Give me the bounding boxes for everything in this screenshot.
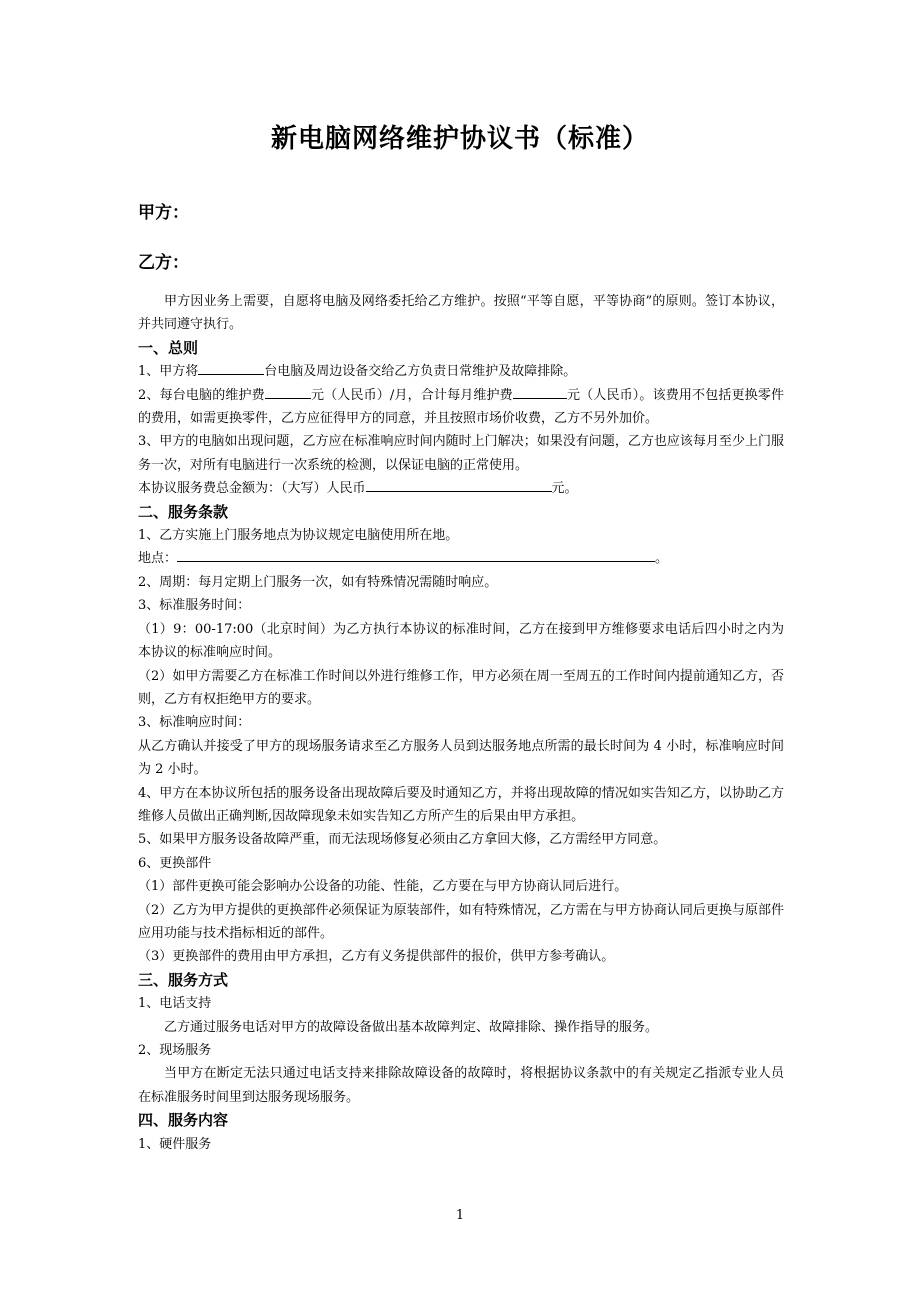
s2-item-1: 1、乙方实施上门服务地点为协议规定电脑使用所在地。	[138, 528, 459, 544]
party-a-label: 甲方：	[138, 203, 189, 223]
s1-total-a: 本协议服务费总金额为：（大写）人民币	[138, 481, 366, 497]
s2-item-6-3: （3）更换部件的费用由甲方承担，乙方有义务提供部件的报价，供甲方参考确认。	[138, 949, 615, 965]
s1-item-2-c: 元（人民币）。该费用不包括更换零件的费用，如需更换零件，乙方应征得甲方的同意，并且按照市场价收费，乙方不另外加价。	[138, 387, 784, 427]
s1-item-2-a: 2、每台电脑的维护费	[138, 387, 265, 403]
s1-item-1-a: 1、甲方将	[138, 364, 199, 380]
total-amount-blank	[366, 477, 552, 492]
s3-item-1: 1、电话支持	[138, 996, 212, 1012]
s1-total	[138, 477, 784, 500]
intro-paragraph: 甲方因业务上需要，自愿将电脑及网络委托给乙方维护。按照“平等自愿，平等协商”的原则。签订本协议，并共同遵守执行。	[138, 294, 784, 333]
s1-item-2	[138, 384, 784, 431]
s3-item-1-text: 乙方通过服务电话对甲方的故障设备做出基本故障判定、故障排除、操作指导的服务。	[164, 1019, 659, 1035]
s3-item-2-text: 当甲方在断定无法只通过电话支持来排除故障设备的故障时，将根据协议条款中的有关规定乙指派专业人员在标准服务时间里到达服务现场服务。	[138, 1066, 784, 1105]
s2-place-a: 地点：	[138, 551, 178, 567]
section-2-heading: 二、服务条款	[138, 502, 229, 521]
s2-item-3b: 3、标准响应时间：	[138, 715, 251, 731]
computer-count-blank	[198, 360, 264, 375]
s2-item-6-2: （2）乙方为甲方提供的更换部件必须保证为原装部件，如有特殊情况，乙方需在与甲方协商认同后更换与原部件应用功能与技术指标相近的部件。	[138, 902, 784, 941]
s2-item-3: 3、标准服务时间：	[138, 598, 251, 614]
s1-item-3: 3、甲方的电脑如出现问题，乙方应在标准响应时间内随时上门解决；如果没有问题，乙方也应该每月至少上门服务一次，对所有电脑进行一次系统的检测，以保证电脑的正常使用。	[138, 434, 784, 473]
s2-item-6: 6、更换部件	[138, 855, 212, 871]
s2-place-b: 。	[655, 551, 669, 567]
s2-item-5: 5、如果甲方服务设备故障严重，而无法现场修复必须由乙方拿回大修，乙方需经甲方同意。	[138, 832, 667, 848]
document-body	[138, 290, 784, 1156]
s2-item-3-1: （1）9：00-17:00（北京时间）为乙方执行本协议的标准时间，乙方在接到甲方维修要求电话后四小时之内为本协议的标准响应时间。	[138, 621, 784, 661]
s2-place	[138, 547, 784, 570]
s2-item-2: 2、周期：每月定期上门服务一次，如有特殊情况需随时响应。	[138, 574, 498, 590]
s1-item-1-b: 台电脑及周边设备交给乙方负责日常维护及故障排除。	[264, 364, 577, 380]
s1-item-1	[138, 360, 784, 383]
section-4-heading: 四、服务内容	[138, 1111, 229, 1130]
party-b-label: 乙方：	[138, 253, 189, 273]
fee-per-computer-blank	[265, 384, 311, 399]
page-number: 1	[455, 1208, 465, 1223]
monthly-fee-blank	[513, 384, 567, 399]
s1-item-2-b: 元（人民币）/月，合计每月维护费	[310, 387, 513, 403]
s4-item-1: 1、硬件服务	[138, 1136, 212, 1152]
document-title: 新电脑网络维护协议书（标准）	[270, 124, 649, 154]
section-3-heading: 三、服务方式	[138, 970, 229, 989]
s3-item-2: 2、现场服务	[138, 1043, 212, 1058]
service-place-blank	[177, 547, 655, 562]
s2-item-6-1: （1）部件更换可能会影响办公设备的功能、性能，乙方要在与甲方协商认同后进行。	[138, 879, 628, 895]
s2-item-4: 4、甲方在本协议所包括的服务设备出现故障后要及时通知乙方，并将出现故障的情况如实告知乙方，以协助乙方维修人员做出正确判断,因故障现象未如实告知乙方所产生的后果由甲方承担。	[138, 785, 784, 824]
s1-total-b: 元。	[551, 481, 578, 497]
s2-item-3b-text: 从乙方确认并接受了甲方的现场服务请求至乙方服务人员到达服务地点所需的最长时间为 4 小时，标准响应时间为 2 小时。	[138, 738, 784, 778]
section-1-heading: 一、总则	[138, 338, 199, 357]
s2-item-3-2: （2）如甲方需要乙方在标准工作时间以外进行维修工作，甲方必须在周一至周五的工作时间内提前通知乙方，否则，乙方有权拒绝甲方的要求。	[138, 668, 784, 707]
